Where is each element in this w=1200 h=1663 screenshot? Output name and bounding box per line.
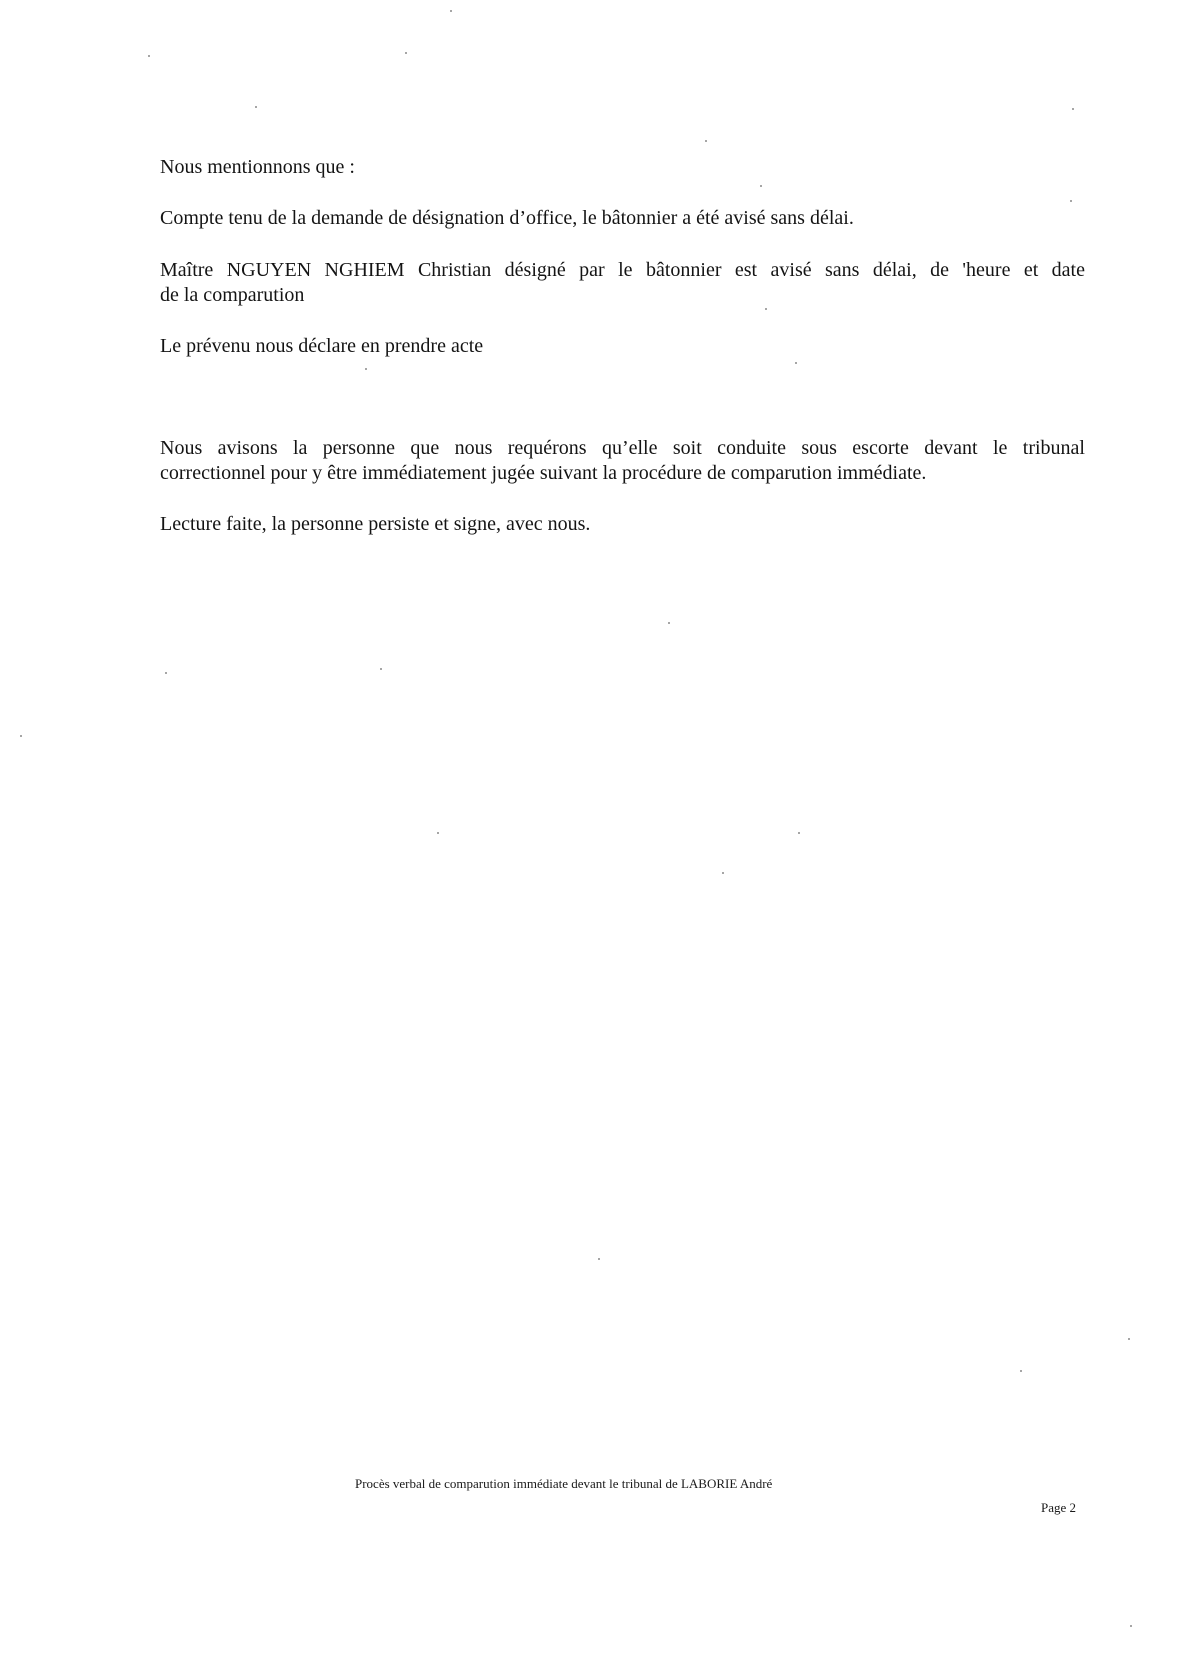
scan-speck bbox=[20, 735, 22, 737]
scan-speck bbox=[148, 55, 150, 57]
scan-speck bbox=[437, 832, 439, 834]
scan-speck bbox=[722, 872, 724, 874]
paragraph-avisons-line-1: Nous avisons la personne que nous requérons qu’elle soit conduite sous escorte devant le tribunal bbox=[160, 437, 1085, 459]
scan-speck bbox=[1020, 1370, 1022, 1372]
scan-speck bbox=[450, 10, 452, 12]
paragraph-avisons-line-2: correctionnel pour y être immédiatement jugée suivant la procédure de comparution immédiate. bbox=[160, 462, 927, 484]
scan-speck bbox=[705, 140, 707, 142]
paragraph-maitre-line-2: de la comparution bbox=[160, 284, 305, 306]
scan-speck bbox=[1130, 1625, 1132, 1627]
scan-speck bbox=[255, 106, 257, 108]
scan-speck bbox=[1070, 200, 1072, 202]
scan-speck bbox=[765, 308, 767, 310]
scan-speck bbox=[380, 668, 382, 670]
scan-speck bbox=[405, 52, 407, 54]
scan-speck bbox=[760, 185, 762, 187]
page-number: Page 2 bbox=[1040, 1500, 1076, 1515]
scan-speck bbox=[668, 622, 670, 624]
footer-title: Procès verbal de comparution immédiate devant le tribunal de LABORIE André bbox=[355, 1476, 773, 1491]
paragraph-maitre-line-1: Maître NGUYEN NGHIEM Christian désigné par le bâtonnier est avisé sans délai, de 'heure et date bbox=[160, 259, 1085, 281]
scan-speck bbox=[598, 1258, 600, 1260]
paragraph-intro: Nous mentionnons que : bbox=[160, 156, 355, 178]
scan-speck bbox=[795, 362, 797, 364]
scan-speck bbox=[365, 368, 367, 370]
paragraph-lecture: Lecture faite, la personne persiste et signe, avec nous. bbox=[160, 513, 591, 535]
paragraph-prevenu: Le prévenu nous déclare en prendre acte bbox=[160, 335, 484, 357]
scan-speck bbox=[1128, 1338, 1130, 1340]
paragraph-batonnier: Compte tenu de la demande de désignation d’office, le bâtonnier a été avisé sans délai. bbox=[160, 207, 854, 229]
scan-speck bbox=[798, 832, 800, 834]
scan-speck bbox=[1072, 108, 1074, 110]
scan-speck bbox=[165, 672, 167, 674]
